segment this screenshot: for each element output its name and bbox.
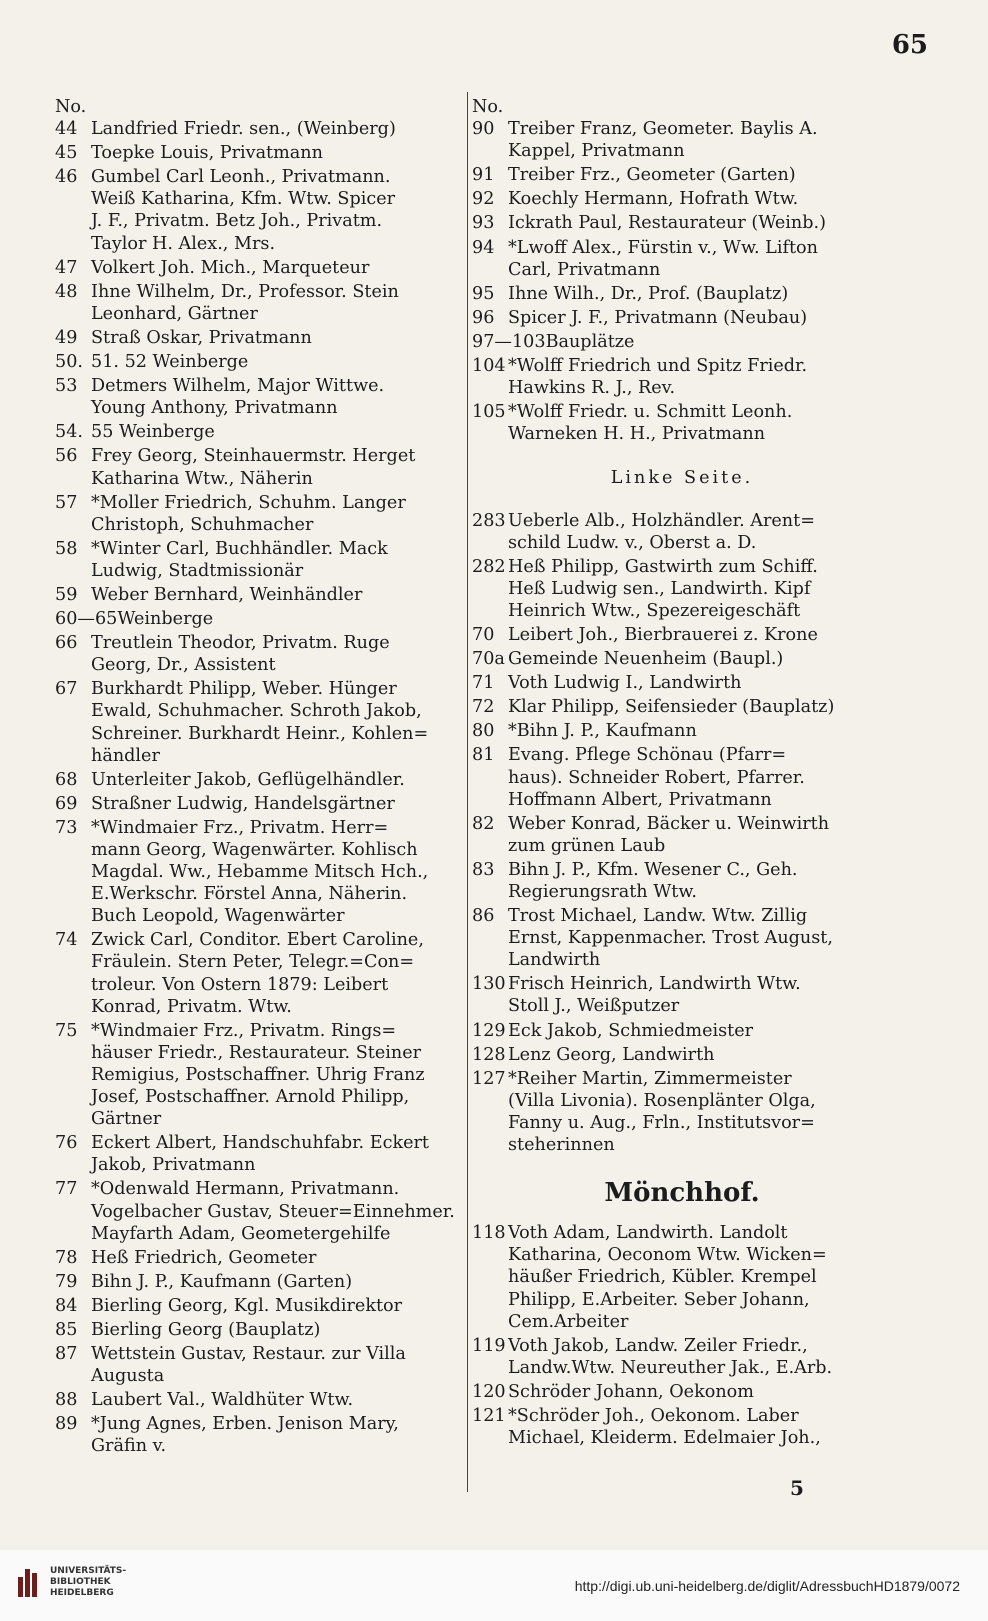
directory-entry [55,1413,465,1457]
house-number: 48 [55,281,78,302]
directory-entry [55,793,465,815]
entry-line: E.Werkschr. Förstel Anna, Näherin. [91,884,408,905]
house-number: 74 [55,930,78,951]
entry-line: Gräfin v. [91,1436,167,1457]
entry-line: (Villa Livonia). Rosenplänter Olga, [508,1090,816,1111]
entry-line: Laubert Val., Waldhüter Wtw. [91,1390,354,1411]
entry-line: 51. 52 Weinberge [91,352,249,373]
entry-line: Remigius, Postschaffner. Uhrig Franz [91,1064,425,1085]
directory-entry [55,1319,465,1341]
entry-line: Landwirth [508,950,601,971]
entry-line: Burkhardt Philipp, Weber. Hünger [91,679,397,700]
entry-line: troleur. Von Ostern 1879: Leibert [91,974,389,995]
directory-entry [472,401,892,445]
house-number: 73 [55,817,78,838]
house-number: 283 [472,510,506,531]
directory-entry [472,1335,892,1379]
entry-line: *Lwoff Alex., Fürstin v., Ww. Lifton [508,237,818,258]
entry-line: Ewald, Schuhmacher. Schroth Jakob, [91,701,422,722]
entry-line: Voth Ludwig I., Landwirth [508,673,742,694]
entry-line: Weber Bernhard, Weinhändler [91,584,363,605]
house-number: 72 [472,697,495,718]
entry-line: Christoph, Schuhmacher [91,514,314,535]
directory-entry [55,1295,465,1317]
directory-entry [472,1381,892,1403]
linke-entries [472,510,892,1157]
entry-line: Gärtner [91,1109,162,1130]
entry-line: Straß Oskar, Privatmann [91,327,312,348]
directory-entry [472,355,892,399]
house-number: 47 [55,257,78,278]
entry-line: Hoffmann Albert, Privatmann [508,789,772,810]
directory-entry [472,164,892,186]
entry-line: Weinberge [117,609,214,630]
house-number: 81 [472,745,495,766]
house-number: 70a [472,649,505,670]
house-number: 96 [472,307,495,328]
entry-line: Koechly Hermann, Hofrath Wtw. [508,189,799,210]
house-number: 127 [472,1068,506,1089]
sheet-signature: 5 [790,1476,804,1500]
entry-line: Josef, Postschaffner. Arnold Philipp, [91,1087,410,1108]
directory-entry [472,331,892,353]
entry-line: steherinnen [508,1135,615,1156]
entry-line: zum grünen Laub [508,835,666,856]
directory-entry [472,696,892,718]
directory-entry [472,859,892,903]
directory-entry [55,678,465,766]
entry-line: Wettstein Gustav, Restaur. zur Villa [91,1344,406,1365]
house-number: 118 [472,1223,506,1244]
entry-line: Georg, Dr., Assistent [91,655,276,676]
house-number: 90 [472,119,495,140]
entry-line: Bihn J. P., Kaufmann (Garten) [91,1271,353,1292]
directory-entry [55,445,465,489]
directory-entry [472,744,892,810]
left-column [55,96,465,1460]
house-number: 70 [472,624,495,645]
entry-line: Bierling Georg (Bauplatz) [91,1319,321,1340]
house-number: 71 [472,673,495,694]
house-number: 67 [55,679,78,700]
entry-line: Heß Ludwig sen., Landwirth. Kipf [508,578,811,599]
entry-line: Heinrich Wtw., Spezereigeschäft [508,600,801,621]
logo-line: UNIVERSITÄTS- [50,1566,127,1576]
entry-line: Voth Jakob, Landw. Zeiler Friedr., [508,1335,808,1356]
library-logo[interactable] [18,1566,126,1599]
entry-line: mann Georg, Wagenwärter. Kohlisch [91,840,418,860]
entry-line: Trost Michael, Landw. Wtw. Zillig [508,906,808,927]
house-number: 120 [472,1381,506,1402]
directory-entry [55,142,465,164]
directory-entry [472,1044,892,1066]
house-number: 45 [55,143,78,164]
entry-line: häußer Friedrich, Kübler. Krempel [508,1267,817,1288]
entry-line: Bihn J. P., Kfm. Wesener C., Geh. [508,859,798,880]
directory-entry [55,632,465,676]
entry-line: Gumbel Carl Leonh., Privatmann. [91,167,391,188]
entry-line: *Odenwald Hermann, Privatmann. [91,1179,400,1200]
entry-line: Katharina, Oeconom Wtw. Wicken= [508,1245,827,1266]
entry-line: Klar Philipp, Seifensieder (Bauplatz) [508,697,835,718]
house-number: 59 [55,584,78,605]
house-number: 54. [55,422,83,443]
house-number: 76 [55,1133,78,1154]
house-number: 89 [55,1414,78,1435]
directory-entry [55,166,465,254]
house-number: 282 [472,556,506,577]
entry-line: *Reiher Martin, Zimmermeister [508,1068,792,1089]
directory-entry [472,720,892,742]
source-url-link[interactable]: http://digi.ub.uni-heidelberg.de/diglit/AdressbuchHD1879/0072 [574,1578,960,1594]
directory-entry [472,1020,892,1042]
entry-line: Ihne Wilh., Dr., Prof. (Bauplatz) [508,283,789,304]
entry-line: 55 Weinberge [91,422,215,443]
entry-line: Fräulein. Stern Peter, Telegr.=Con= [91,952,415,973]
entry-line: *Bihn J. P., Kaufmann [508,721,697,742]
house-number: 97—103 [472,331,546,352]
entry-line: Frey Georg, Steinhauermstr. Herget [91,446,416,467]
entry-line: händler [91,745,160,766]
house-number: 130 [472,974,506,995]
entry-line: Heß Philipp, Gastwirth zum Schiff. [508,556,818,577]
directory-entry [55,1389,465,1411]
house-number: 85 [55,1319,78,1340]
directory-entry [55,817,465,927]
entry-line: Buch Leopold, Wagenwärter [91,906,345,927]
entry-line: Treutlein Theodor, Privatm. Ruge [91,633,390,654]
entry-line: Unterleiter Jakob, Geflügelhändler. [91,769,405,790]
entry-line: Gemeinde Neuenheim (Baupl.) [508,649,784,670]
entry-line: Frisch Heinrich, Landwirth Wtw. [508,974,801,995]
entry-line: *Jung Agnes, Erben. Jenison Mary, [91,1414,399,1435]
directory-entry [472,212,892,234]
entry-line: Ueberle Alb., Holzhändler. Arent= [508,510,815,531]
house-number: 77 [55,1179,78,1200]
entry-line: Leonhard, Gärtner [91,303,258,324]
column-rule [467,92,468,1492]
entry-line: *Windmaier Frz., Privatm. Herr= [91,817,389,838]
entry-line: *Windmaier Frz., Privatm. Rings= [91,1020,397,1041]
entry-line: Ihne Wilhelm, Dr., Professor. Stein [91,281,399,302]
directory-entry [472,672,892,694]
entry-line: Mayfarth Adam, Geometergehilfe [91,1223,391,1244]
entry-line: Straßner Ludwig, Handelsgärtner [91,793,395,814]
house-number: 79 [55,1271,78,1292]
entry-line: Konrad, Privatm. Wtw. [91,996,292,1017]
directory-entry [472,237,892,281]
entry-line: J. F., Privatm. Betz Joh., Privatm. [91,211,383,232]
entry-line: Detmers Wilhelm, Major Wittwe. [91,376,385,397]
directory-entry [472,813,892,857]
house-number: 60—65 [55,609,118,630]
entry-line: Magdal. Ww., Hebamme Mitsch Hch., [91,862,429,883]
section-heading-moenchhof: Mönchhof. [604,1178,760,1209]
entry-line: haus). Schneider Robert, Pfarrer. [508,767,805,788]
entry-line: Volkert Joh. Mich., Marqueteur [91,257,370,278]
house-number: 105 [472,402,506,423]
entry-line: *Wolff Friedrich und Spitz Friedr. [508,356,808,377]
entry-line: Augusta [91,1366,165,1387]
house-number: 58 [55,538,78,559]
entry-line: schild Ludw. v., Oberst a. D. [508,532,757,553]
directory-entry [472,118,892,162]
directory-entry [55,375,465,419]
library-logo-icon [18,1569,42,1597]
entry-line: Spicer J. F., Privatmann (Neubau) [508,307,808,328]
entry-line: Schreiner. Burkhardt Heinr., Kohlen= [91,723,429,744]
directory-entry [472,188,892,210]
entry-line: Voth Adam, Landwirth. Landolt [508,1223,788,1244]
right-column [472,96,892,1451]
house-number: 129 [472,1020,506,1041]
entry-line: Michael, Kleiderm. Edelmaier Joh., [508,1428,821,1449]
directory-entry [55,1343,465,1387]
entry-line: Toepke Louis, Privatmann [91,143,323,164]
entry-line: Weber Konrad, Bäcker u. Weinwirth [508,813,830,834]
directory-entry [472,648,892,670]
directory-entry [472,1222,892,1332]
directory-entry [472,624,892,646]
entry-line: Vogelbacher Gustav, Steuer=Einnehmer. [91,1201,455,1222]
directory-entry [472,283,892,305]
house-number: 50. [55,352,83,373]
directory-entry [55,769,465,791]
footer [0,1550,988,1621]
entry-line: Schröder Johann, Oekonom [508,1381,754,1402]
entry-line: Ernst, Kappenmacher. Trost August, [508,928,833,949]
entry-line: *Moller Friedrich, Schuhm. Langer [91,492,406,513]
directory-entry [55,1247,465,1269]
entry-line: Lenz Georg, Landwirth [508,1044,715,1065]
directory-entry [55,1132,465,1176]
entry-line: Katharina Wtw., Näherin [91,468,313,489]
entry-line: Philipp, E.Arbeiter. Seber Johann, [508,1289,810,1310]
directory-entry [472,973,892,1017]
house-number: 66 [55,633,78,654]
directory-entry [55,257,465,279]
entry-line: Bauplätze [545,331,635,352]
library-logo-text [50,1566,126,1599]
entry-line: häuser Friedr., Restaurateur. Steiner [91,1042,422,1063]
entry-line: Warneken H. H., Privatmann [508,424,766,445]
house-number: 92 [472,189,495,210]
entry-line: Evang. Pflege Schönau (Pfarr= [508,745,787,766]
moenchhof-entries [472,1222,892,1449]
entry-line: Ludwig, Stadtmissionär [91,560,304,581]
entry-line: Young Anthony, Privatmann [91,398,338,419]
entry-line: Eckert Albert, Handschuhfabr. Eckert [91,1133,429,1154]
section-heading-linke-seite: Linke Seite. [610,468,754,489]
entry-line: Kappel, Privatmann [508,141,685,162]
entry-line: Cem.Arbeiter [508,1311,629,1332]
page-number: 65 [891,30,928,60]
entry-line: Stoll J., Weißputzer [508,996,680,1017]
house-number: 44 [55,119,78,140]
directory-entry [55,929,465,1017]
house-number: 94 [472,237,495,258]
column-header: No. [472,97,504,117]
house-number: 84 [55,1295,78,1316]
directory-entry [472,510,892,554]
entry-line: Weiß Katharina, Kfm. Wtw. Spicer [91,189,396,210]
column-header: No. [55,97,87,117]
house-number: 82 [472,813,495,834]
house-number: 95 [472,283,495,304]
house-number: 88 [55,1390,78,1411]
entry-line: Heß Friedrich, Geometer [91,1247,317,1268]
logo-line: BIBLIOTHEK [50,1577,111,1587]
house-number: 80 [472,721,495,742]
house-number: 83 [472,859,495,880]
house-number: 78 [55,1247,78,1268]
directory-entry [55,608,465,630]
house-number: 86 [472,906,495,927]
entry-line: Leibert Joh., Bierbrauerei z. Krone [508,624,818,645]
house-number: 119 [472,1335,506,1356]
directory-entry [55,1020,465,1130]
entry-line: Fanny u. Aug., Frln., Institutsvor= [508,1112,815,1133]
directory-entry [472,1068,892,1156]
entry-line: Zwick Carl, Conditor. Ebert Caroline, [91,930,424,951]
logo-line: HEIDELBERG [50,1588,114,1598]
house-number: 104 [472,356,506,377]
right-entries [472,118,892,445]
house-number: 75 [55,1020,78,1041]
entry-line: Regierungsrath Wtw. [508,882,697,902]
directory-entry [55,281,465,325]
directory-entry [55,327,465,349]
directory-entry [472,307,892,329]
directory-entry [472,556,892,622]
directory-entry [472,905,892,971]
entry-line: Taylor H. Alex., Mrs. [91,233,276,254]
directory-entry [55,351,465,373]
house-number: 87 [55,1344,78,1365]
entry-line: Treiber Frz., Geometer (Garten) [508,165,796,186]
house-number: 57 [55,492,78,513]
entry-line: *Winter Carl, Buchhändler. Mack [91,538,388,559]
house-number: 46 [55,167,78,188]
house-number: 69 [55,793,78,814]
house-number: 68 [55,769,78,790]
house-number: 56 [55,446,78,467]
directory-entry [55,421,465,443]
directory-entry [55,538,465,582]
entry-line: Landfried Friedr. sen., (Weinberg) [91,119,396,140]
directory-entry [472,1405,892,1449]
directory-entry [55,584,465,606]
house-number: 49 [55,327,78,348]
entry-line: Treiber Franz, Geometer. Baylis A. [508,119,818,140]
entry-line: Ickrath Paul, Restaurateur (Weinb.) [508,213,826,234]
directory-entry [55,492,465,536]
entry-line: Carl, Privatmann [508,259,661,280]
entry-line: Jakob, Privatmann [91,1155,256,1176]
directory-entry [55,1178,465,1244]
entry-line: Eck Jakob, Schmiedmeister [508,1020,754,1041]
house-number: 93 [472,213,495,234]
house-number: 121 [472,1405,506,1426]
house-number: 53 [55,376,78,397]
entry-line: Bierling Georg, Kgl. Musikdirektor [91,1295,403,1316]
directory-entry [55,1271,465,1293]
house-number: 91 [472,165,495,186]
entry-line: *Wolff Friedr. u. Schmitt Leonh. [508,402,793,423]
left-entries [55,118,465,1457]
entry-line: *Schröder Joh., Oekonom. Laber [508,1405,799,1426]
entry-line: Landw.Wtw. Neureuther Jak., E.Arb. [508,1357,833,1378]
entry-line: Hawkins R. J., Rev. [508,378,676,399]
house-number: 128 [472,1044,506,1065]
directory-entry [55,118,465,140]
